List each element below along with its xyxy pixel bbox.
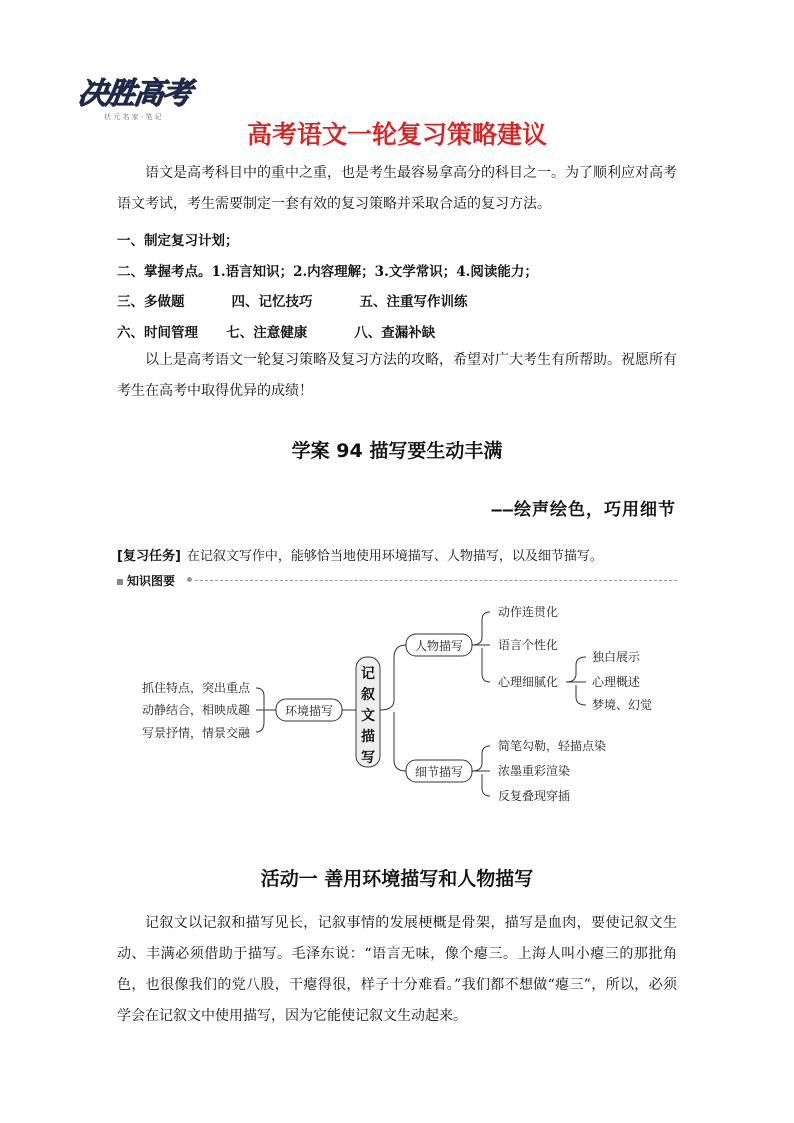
person-item-2: 语言个性化	[498, 638, 559, 652]
psych-item-2: 心理概述	[592, 675, 641, 689]
psych-item-3: 梦境、幻觉	[592, 698, 653, 712]
center-char-4: 描	[361, 729, 375, 745]
mindmap	[0, 590, 794, 820]
detail-item-3: 反复叠现穿插	[498, 789, 571, 803]
logo-subtext: 状 元 名 家 · 笔 记	[104, 113, 162, 121]
center-char-3: 文	[361, 708, 375, 724]
detail-item-1: 简笔勾勒，轻描点染	[498, 739, 607, 753]
detail-item-2: 浓墨重彩渲染	[498, 764, 571, 778]
step-line-2: 二、掌握考点。1.语言知识；2.内容理解；3.文学常识；4.阅读能力；	[117, 264, 538, 280]
activity-paragraph: 记叙文以记叙和描写见长，记叙事情的发展梗概是骨架，描写是血肉，要使记叙文生动、丰满必须借助于描写。毛泽东说：“语言无味，像个瘪三。上海人叫小瘪三的那批角色，也很像我们的党八股，干瘪得很，样子十分难看。”我们都不想做“瘪三”，所以，必须学会在记叙文中使用描写，因为它能使记叙文生动起来。	[117, 915, 677, 1024]
closing-paragraph: 以上是高考语文一轮复习策略及复习方法的攻略，希望对广大考生有所帮助。祝愿所有考生在高考中取得优异的成绩！	[117, 352, 677, 399]
intro-paragraph: 语文是高考科目中的重中之重，也是考生最容易拿高分的科目之一。为了顺利应对高考语文考试，考生需要制定一套有效的复习策略并采取合适的复习方法。	[117, 165, 677, 212]
env-node: 环境描写	[284, 704, 334, 718]
env-item-2: 动静结合，相映成趣	[142, 703, 251, 717]
lesson-title: 学案 94 描写要生动丰满	[291, 440, 503, 462]
step-line-4: 六、时间管理 七、注意健康 八、查漏补缺	[117, 325, 436, 341]
center-char-5: 写	[361, 750, 375, 766]
center-char-2: 叙	[361, 687, 375, 703]
person-node: 人物描写	[414, 639, 464, 653]
detail-node: 细节描写	[414, 765, 464, 779]
center-char-1: 记	[361, 666, 375, 682]
step-line-1: 一、制定复习计划；	[117, 233, 239, 249]
review-task	[117, 545, 603, 564]
person-item-1: 动作连贯化	[498, 605, 559, 619]
review-tag: [复习任务]	[117, 549, 181, 564]
dashed-divider	[195, 580, 677, 581]
env-item-1: 抓住特点，突出重点	[142, 681, 251, 695]
person-item-3: 心理细腻化	[498, 675, 559, 689]
step-line-3: 三、多做题 四、记忆技巧 五、注重写作训练	[117, 294, 468, 310]
square-bullet-icon	[117, 579, 123, 585]
logo-text: 决胜高考	[75, 76, 192, 111]
psych-item-1: 独白展示	[592, 650, 641, 664]
knowledge-label: 知识图要	[127, 574, 176, 588]
knowledge-header	[117, 572, 677, 588]
dot-icon	[187, 577, 192, 582]
activity-title: 活动一 善用环境描写和人物描写	[260, 868, 534, 890]
review-text: 在记叙文写作中，能够恰当地使用环境描写、人物描写，以及细节描写。	[186, 549, 603, 564]
env-item-3: 写景抒情，情景交融	[142, 726, 251, 740]
page-title: 高考语文一轮复习策略建议	[246, 120, 547, 149]
lesson-byline: ——绘声绘色，巧用细节	[491, 500, 676, 520]
